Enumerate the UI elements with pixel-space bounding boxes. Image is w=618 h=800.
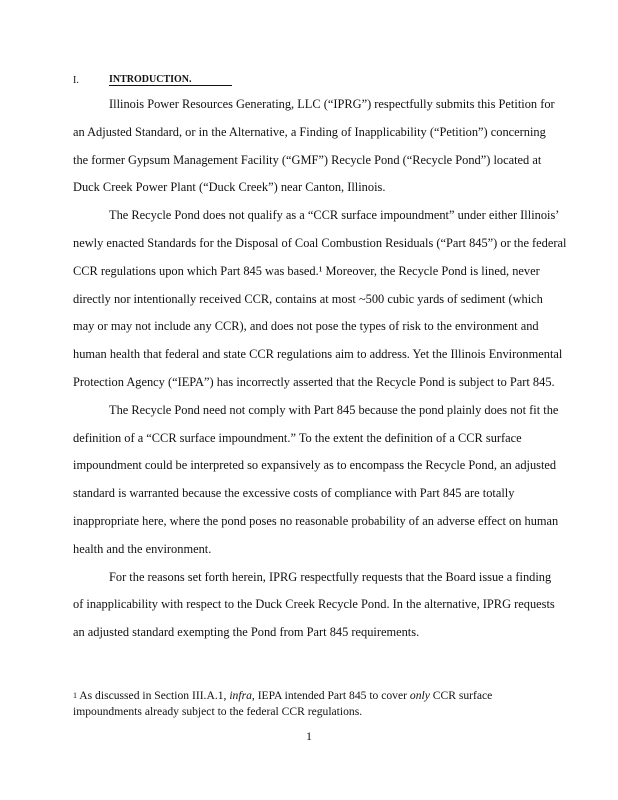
- footnote-marker: 1: [73, 691, 77, 700]
- text-line: inappropriate here, where the pond poses no reasonable probability of an adverse effect on human: [73, 514, 559, 528]
- text-line: health and the environment.: [73, 541, 212, 556]
- text-line: human health that federal and state CCR regulations aim to address. Yet the Illinois Environmental: [73, 347, 563, 362]
- text-line: the former Gypsum Management Facility (“GMF”) Recycle Pond (“Recycle Pond”) located at: [73, 152, 542, 167]
- text-line: an Adjusted Standard, or in the Alternative, a Finding of Inapplicability (“Petition”) concerning: [73, 124, 546, 139]
- text-line: Illinois Power Resources Generating, LLC (“IPRG”) respectfully submits this Petition for: [109, 97, 555, 111]
- footnote-line-1: $^1$ As discussed in Section III.A.1, infra, IEPA intended Part 845 to cover only CCR surface: [73, 689, 493, 702]
- text-line: impoundment could be interpreted so expansively as to encompass the Recycle Pond, an adjusted: [73, 458, 557, 473]
- section-title: INTRODUCTION.: [109, 75, 232, 86]
- text-line: For the reasons set forth herein, IPRG respectfully requests that the Board issue a finding: [109, 569, 552, 584]
- text-line: CCR regulations upon which Part 845 was based.¹ Moreover, the Recycle Pond is lined, never: [73, 263, 540, 278]
- text-line: The Recycle Pond does not qualify as a “CCR surface impoundment” under either Illinois’: [109, 208, 560, 223]
- text-line: may or may not include any CCR), and does not pose the types of risk to the environment and: [73, 319, 539, 334]
- text-line: Duck Creek Power Plant (“Duck Creek”) near Canton, Illinois.: [73, 180, 386, 195]
- section-heading: [73, 75, 232, 86]
- section-number: I.: [73, 75, 79, 86]
- text-line: definition of a “CCR surface impoundment.” To the extent the definition of a CCR surface: [73, 430, 522, 445]
- text-line: of inapplicability with respect to the Duck Creek Recycle Pond. In the alternative, IPRG requests: [73, 597, 555, 612]
- page-number: 1: [306, 729, 312, 743]
- text-line: directly nor intentionally received CCR, contains at most ~500 cubic yards of sediment (which: [73, 291, 543, 306]
- text-line: Protection Agency (“IEPA”) has incorrectly asserted that the Recycle Pond is subject to Part 845.: [73, 375, 555, 389]
- text-line: standard is warranted because the excessive costs of compliance with Part 845 are totally: [73, 486, 515, 501]
- footnote-line-2: impoundments already subject to the federal CCR regulations.: [73, 705, 363, 718]
- text-line: an adjusted standard exempting the Pond from Part 845 requirements.: [73, 625, 420, 640]
- text-line: newly enacted Standards for the Disposal of Coal Combustion Residuals (“Part 845”) or the federal: [73, 236, 567, 250]
- text-line: The Recycle Pond need not comply with Part 845 because the pond plainly does not fit the: [109, 402, 559, 417]
